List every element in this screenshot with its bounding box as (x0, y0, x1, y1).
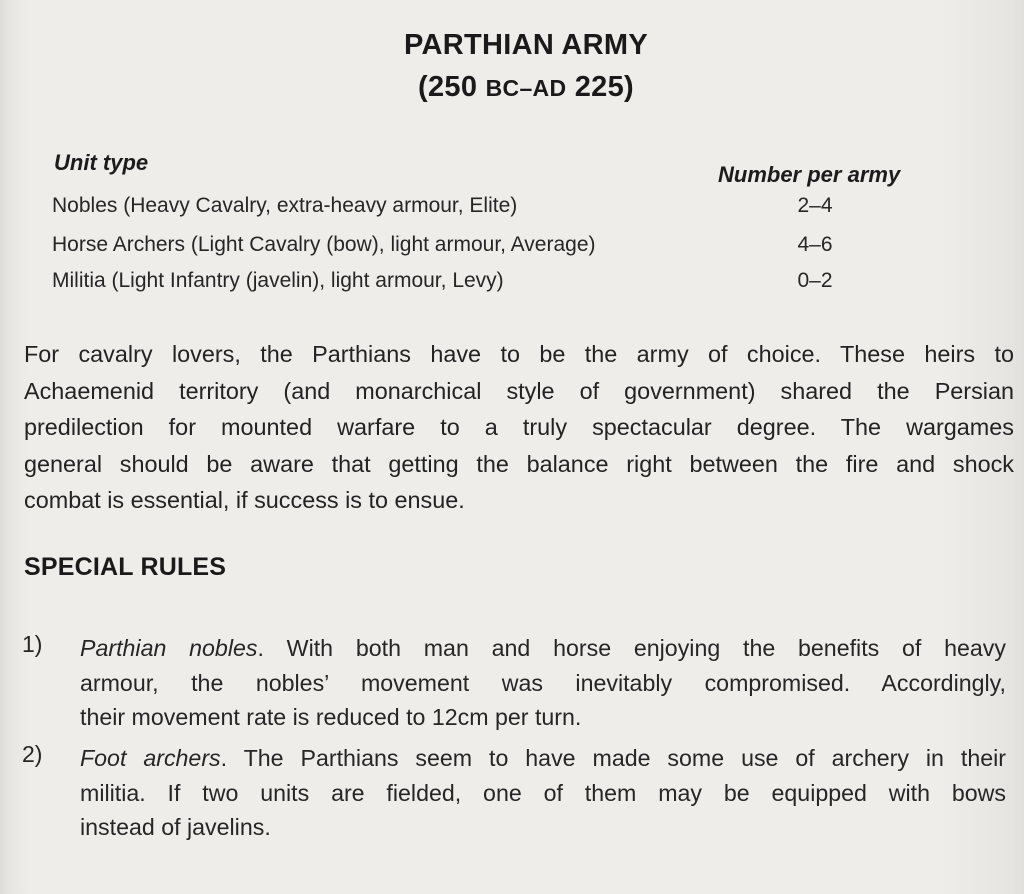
dates-era: BC–AD (485, 75, 567, 101)
rule-line: their movement rate is reduced to 12cm per turn. (80, 704, 582, 730)
unit-row-militia: Militia (Light Infantry (javelin), light armour, Levy) (52, 269, 504, 292)
unit-row-nobles: Nobles (Heavy Cavalry, extra-heavy armour, Elite) (52, 194, 518, 217)
rule-line-rest: . The Parthians seem to have made some use of archery in their (220, 745, 1006, 771)
rule-text (80, 631, 1006, 735)
unit-number-militia: 0–2 (797, 269, 833, 292)
page-subtitle-dates (0, 71, 1024, 104)
rule-number: 2) (22, 741, 43, 767)
intro-line: Achaemenid territory (and monarchical style of government) shared the Persian (24, 377, 1014, 404)
rule-line: armour, the nobles’ movement was inevitably compromised. Accordingly, (80, 669, 1006, 696)
rule-lead: Foot archers (80, 745, 221, 771)
intro-line: For cavalry lovers, the Parthians have to be the army of choice. These heirs to (24, 341, 1014, 367)
intro-line: combat is essential, if success is to ensue. (24, 487, 465, 513)
rule-number: 1) (22, 631, 43, 657)
intro-line: general should be aware that getting the balance right between the fire and shock (24, 450, 1014, 477)
rule-line: instead of javelins. (80, 814, 271, 840)
intro-line: predilection for mounted warfare to a truly spectacular degree. The wargames (24, 414, 1014, 440)
page-title: PARTHIAN ARMY (404, 29, 648, 61)
unit-number-horse-archers: 4–6 (797, 233, 833, 256)
unit-number-nobles: 2–4 (797, 194, 833, 217)
intro-paragraph (24, 336, 1014, 519)
dates-close: 225) (566, 71, 634, 103)
unit-row-horse-archers: Horse Archers (Light Cavalry (bow), light armour, Average) (52, 233, 596, 256)
dates-open: (250 (418, 71, 486, 103)
unit-type-header: Unit type (54, 150, 149, 175)
rule-line-rest: . With both man and horse enjoying the benefits of heavy (257, 635, 1006, 661)
rule-line: militia. If two units are fielded, one of them may be equipped with bows (80, 779, 1006, 806)
special-rules-heading: SPECIAL RULES (24, 553, 227, 581)
rule-lead: Parthian nobles (80, 635, 258, 661)
rule-text (80, 741, 1006, 845)
rule-line (80, 741, 1006, 776)
number-per-army-header: Number per army (718, 162, 901, 187)
rule-line (80, 631, 1006, 666)
